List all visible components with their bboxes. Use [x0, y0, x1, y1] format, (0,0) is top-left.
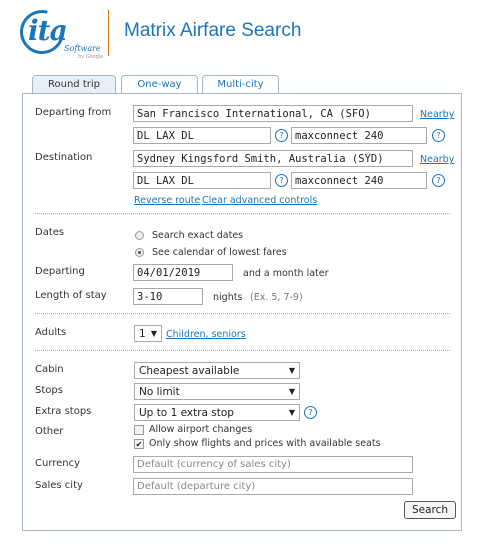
reverse-route-link[interactable]: Reverse route [134, 195, 201, 206]
destination-routing-input[interactable]: DL LAX DL [133, 172, 271, 189]
departing-label: Departing from [35, 107, 112, 118]
logo-byline: by Google [78, 54, 104, 60]
departing-extension-input[interactable]: maxconnect 240 [291, 127, 427, 144]
destination-airport-input[interactable]: Sydney Kingsford Smith, Australia (SYD) [133, 150, 413, 167]
exact-dates-label: Search exact dates [152, 230, 244, 241]
logo-text: ita [28, 14, 67, 47]
calendar-label: See calendar of lowest fares [152, 247, 287, 258]
extra-stops-value: Up to 1 extra stop [139, 407, 234, 419]
departing-date-input[interactable]: 04/01/2019 [133, 264, 233, 281]
adults-select[interactable] [134, 325, 162, 342]
section-divider [35, 313, 450, 314]
extra-stops-select[interactable] [134, 404, 300, 421]
other-label: Other [35, 426, 64, 437]
stay-input[interactable]: 3-10 [133, 288, 203, 305]
destination-extension-input[interactable]: maxconnect 240 [291, 172, 427, 189]
help-icon[interactable]: ? [304, 406, 317, 419]
sales-city-input[interactable]: Default (departure city) [133, 478, 413, 495]
page-title: Matrix Airfare Search [124, 20, 302, 41]
chevron-down-icon: ▼ [150, 329, 157, 338]
only-available-checkbox[interactable]: ✔ [135, 440, 143, 449]
stops-label: Stops [35, 385, 63, 396]
logo-subtitle: Software [64, 44, 101, 53]
departing-routing-input[interactable]: DL LAX DL [133, 127, 271, 144]
departing-airport-input[interactable]: San Francisco International, CA (SFO) [133, 105, 413, 122]
allow-changes-label: Allow airport changes [149, 424, 253, 435]
destination-label: Destination [35, 152, 93, 163]
extra-stops-label: Extra stops [35, 406, 92, 417]
children-seniors-link[interactable]: Children, seniors [166, 329, 246, 340]
help-icon[interactable]: ? [432, 174, 445, 187]
header-divider [108, 10, 109, 56]
chevron-down-icon: ▼ [288, 408, 295, 417]
currency-input[interactable]: Default (currency of sales city) [133, 456, 413, 473]
clear-advanced-link[interactable]: Clear advanced controls [202, 195, 318, 206]
tab-one-way[interactable]: One-way [121, 75, 198, 93]
search-button[interactable]: Search [404, 501, 456, 519]
departing-nearby-link[interactable]: Nearby [420, 109, 455, 120]
tab-multi-city[interactable]: Multi-city [202, 75, 279, 93]
sales-city-label: Sales city [35, 480, 83, 491]
section-divider [35, 350, 450, 351]
help-icon[interactable]: ? [275, 129, 288, 142]
chevron-down-icon: ▼ [288, 366, 295, 375]
cabin-value: Cheapest available [139, 365, 240, 377]
section-divider [35, 213, 450, 214]
currency-label: Currency [35, 458, 81, 469]
adults-count: 1 [139, 328, 146, 340]
stay-label: Length of stay [35, 290, 107, 301]
adults-label: Adults [35, 327, 67, 338]
stops-select[interactable] [134, 383, 300, 400]
departing-date-label: Departing [35, 266, 85, 277]
chevron-down-icon: ▼ [288, 387, 295, 396]
allow-changes-checkbox[interactable] [134, 425, 144, 435]
cabin-label: Cabin [35, 364, 64, 375]
tab-round-trip[interactable]: Round trip [32, 75, 116, 94]
ita-logo [20, 8, 110, 60]
cabin-select[interactable] [134, 362, 300, 379]
calendar-radio[interactable] [135, 248, 144, 257]
stay-unit: nights [213, 292, 243, 303]
exact-dates-radio[interactable] [135, 231, 144, 240]
only-available-label: Only show flights and prices with available seats [149, 438, 381, 449]
stops-value: No limit [139, 386, 180, 398]
dates-label: Dates [35, 227, 65, 238]
stay-hint: (Ex. 5, 7-9) [250, 292, 303, 303]
help-icon[interactable]: ? [432, 129, 445, 142]
help-icon[interactable]: ? [275, 174, 288, 187]
date-range-note: and a month later [243, 268, 329, 279]
destination-nearby-link[interactable]: Nearby [420, 154, 455, 165]
